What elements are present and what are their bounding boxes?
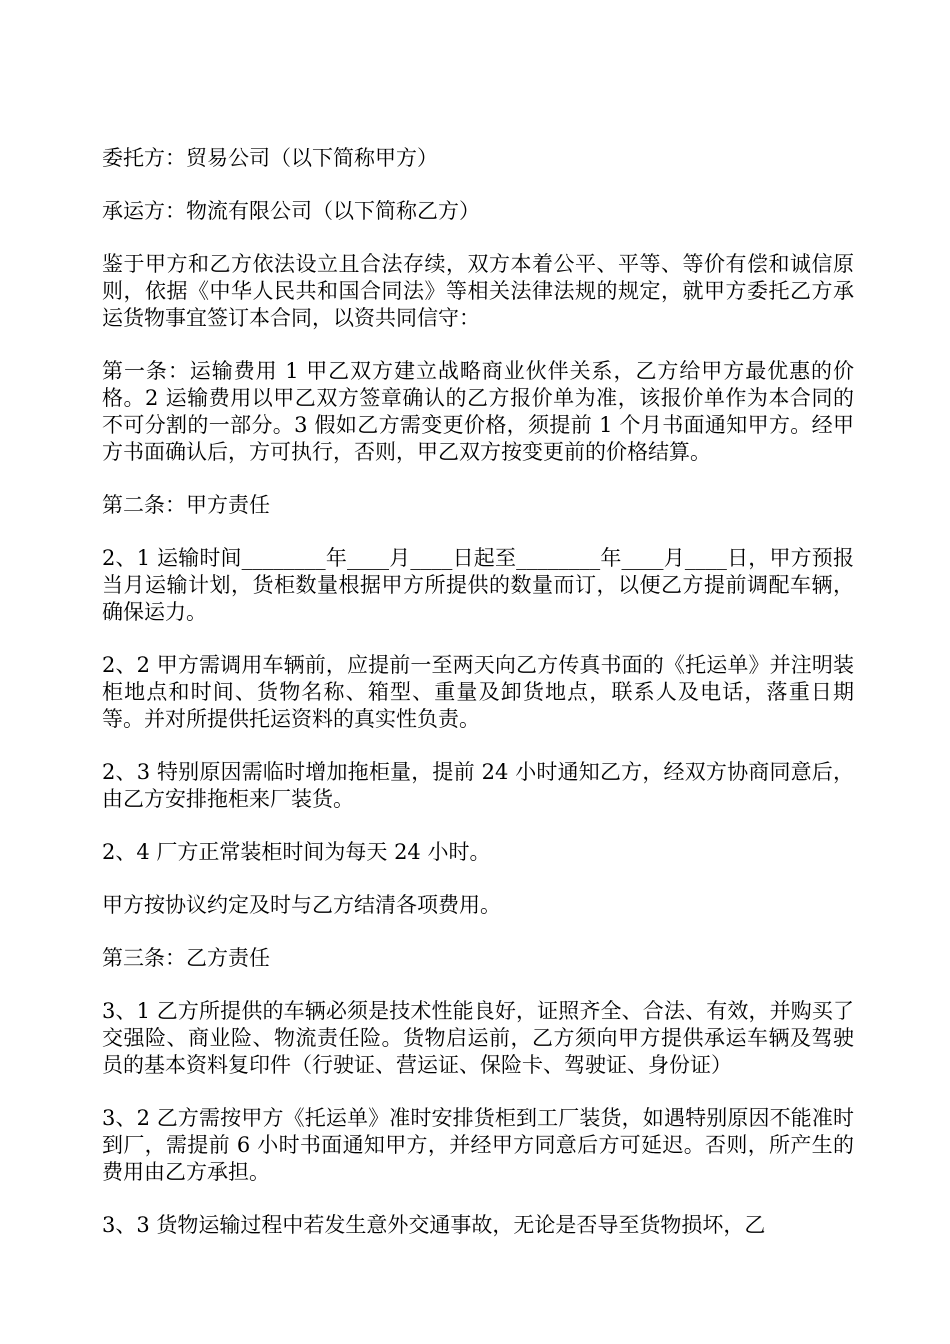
- party-b-line: 承运方：物流有限公司（以下简称乙方）: [102, 199, 480, 223]
- article-1-paragraph: 第一条：运输费用 1 甲乙双方建立战略商业伙伴关系，乙方给甲方最优惠的价格。2 运输费用以甲乙双方签章确认的乙方报价单为准，该报价单作为本合同的不可分割的一部分。3 假如乙方需变更价格，须提前 1 个月书面通知甲方。经甲方书面确认后，方可执行，否则，甲乙双方按变更前的价格结算。: [102, 359, 854, 464]
- payment-paragraph: 甲方按协议约定及时与乙方结清各项费用。: [102, 893, 501, 917]
- contract-body: [102, 145, 854, 1265]
- clause-3-1-paragraph: 3、1 乙方所提供的车辆必须是技术性能良好，证照齐全、合法、有效，并购买了交强险、商业险、物流责任险。货物启运前，乙方须向甲方提供承运车辆及驾驶员的基本资料复印件（行驶证、营运证、保险卡、驾驶证、身份证）: [102, 999, 854, 1077]
- clause-2-1-paragraph: 2、1 运输时间________年____月____日起至________年____月____日，甲方预报当月运输计划，货柜数量根据甲方所提供的数量而订，以便乙方提前调配车辆，确保运力。: [102, 546, 854, 624]
- article-3-heading: 第三条：乙方责任: [102, 946, 270, 970]
- clause-3-3-paragraph: 3、3 货物运输过程中若发生意外交通事故，无论是否导至货物损坏，乙: [102, 1213, 766, 1237]
- article-2-heading: 第二条：甲方责任: [102, 493, 270, 517]
- party-a-line: 委托方：贸易公司（以下简称甲方）: [102, 146, 438, 170]
- clause-2-3-paragraph: 2、3 特别原因需临时增加拖柜量，提前 24 小时通知乙方，经双方协商同意后，由乙方安排拖柜来厂装货。: [102, 760, 854, 811]
- clause-2-2-paragraph: 2、2 甲方需调用车辆前，应提前一至两天向乙方传真书面的《托运单》并注明装柜地点和时间、货物名称、箱型、重量及卸货地点，联系人及电话，落重日期等。并对所提供托运资料的真实性负责。: [102, 653, 854, 731]
- preamble-paragraph: 鉴于甲方和乙方依法设立且合法存续，双方本着公平、平等、等价有偿和诚信原则，依据《中华人民共和国合同法》等相关法律法规的规定，就甲方委托乙方承运货物事宜签订本合同，以资共同信守：: [102, 252, 854, 330]
- clause-3-2-paragraph: 3、2 乙方需按甲方《托运单》准时安排货柜到工厂装货，如遇特别原因不能准时到厂，需提前 6 小时书面通知甲方，并经甲方同意后方可延迟。否则，所产生的费用由乙方承担。: [102, 1106, 854, 1184]
- clause-2-4-paragraph: 2、4 厂方正常装柜时间为每天 24 小时。: [102, 840, 491, 864]
